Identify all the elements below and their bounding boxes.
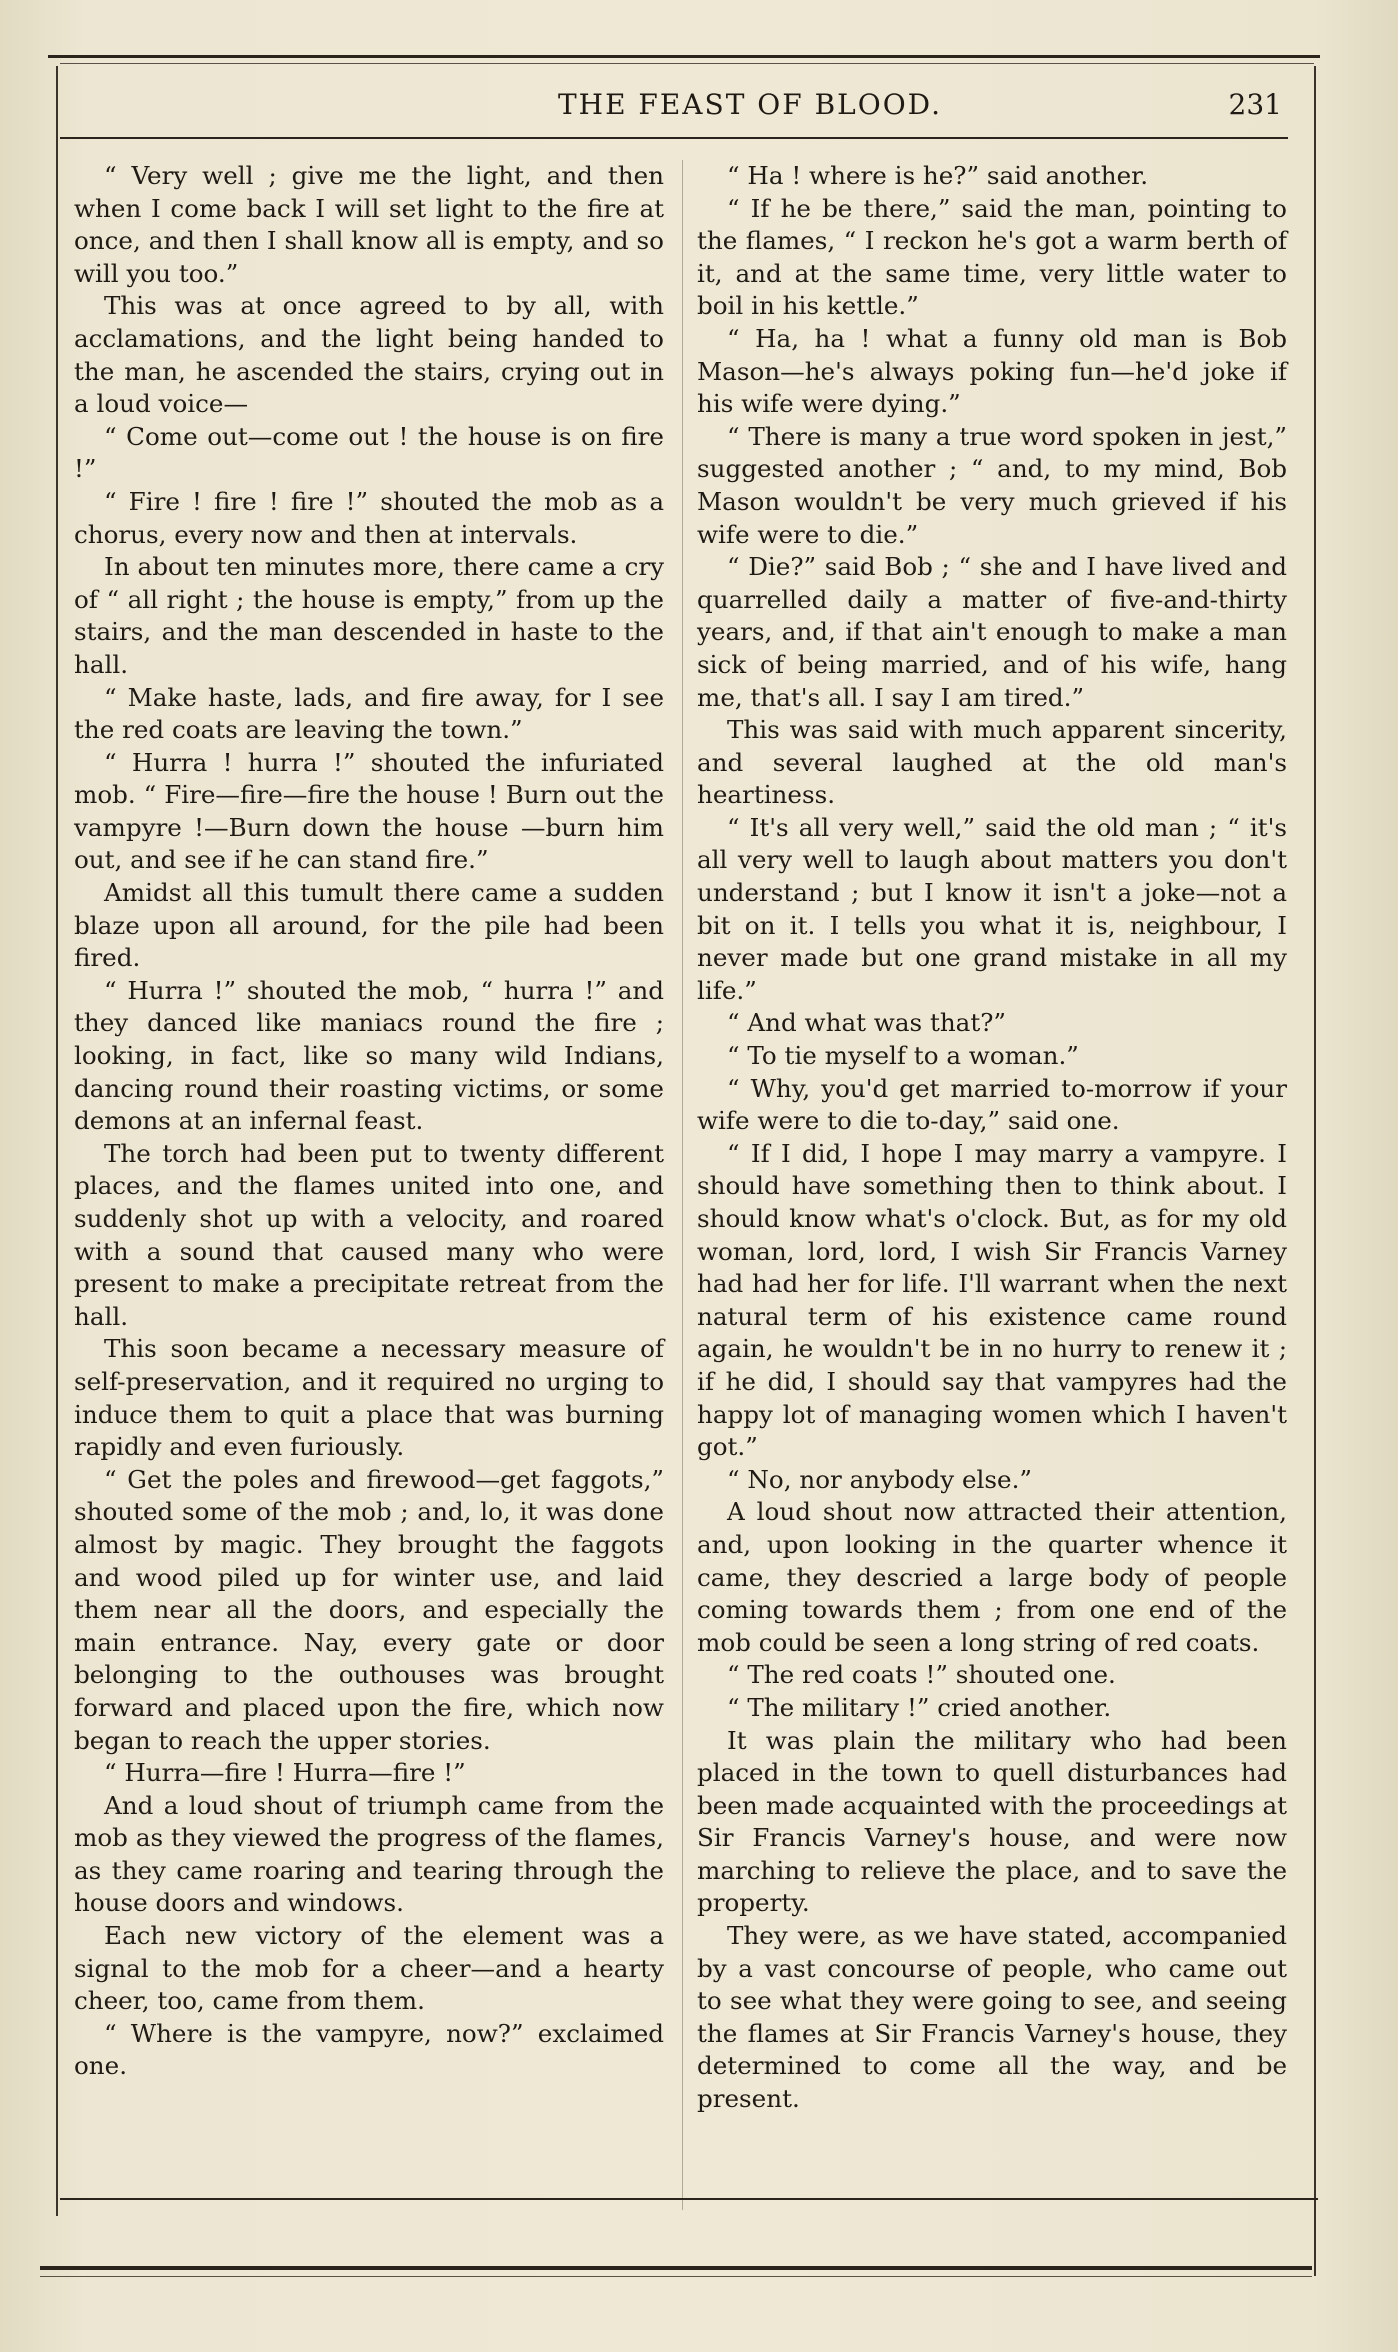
paragraph: “ If I did, I hope I may marry a vampyre. I should have something then to think about. I should know what's o'clock. But, as for my old woman, lord, lord, I wish Sir Francis Varney had had her for life. I'll warrant when the next natural term of his existence came round again, he wouldn't be in no hurry to renew it ; if he did, I should say that vampyres had the happy lot of managing women which I haven't got.” [697,1138,1287,1462]
paragraph: Each new victory of the element was a signal to the mob for a cheer—and a hearty cheer, too, came from them. [74,1921,664,2016]
header-rule [60,137,1288,139]
paragraph: This soon became a necessary measure of self-preservation, and it required no urging to induce them to quit a place that was burning rapidly and even furiously. [74,1334,664,1462]
right-border-line [1314,66,1316,2276]
paragraph: “ Ha ! where is he?” said another. [727,161,1149,190]
paragraph: “ The red coats !” shouted one. [727,1660,1116,1690]
paragraph: Amidst all this tumult there came a sudden blaze upon all around, for the pile had been fired. [74,878,664,973]
paragraph: “ Come out—come out ! the house is on fire !” [74,421,664,484]
paragraph: “ Ha, ha ! what a funny old man is Bob Mason—he's always poking fun—he'd joke if his wife were dying.” [697,323,1287,419]
paragraph: “ Make haste, lads, and fire away, for I see the red coats are leaving the town.” [74,682,664,745]
left-text-column [74,160,664,2200]
paragraph: “ To tie myself to a woman.” [727,1041,1079,1071]
paragraph: “ If he be there,” said the man, pointing to the flames, “ I reckon he's got a warm berth of it, and at the same time, very little water to boil in his kettle.” [697,193,1287,321]
paragraph: “ There is many a true word spoken in jest,” suggested another ; “ and, to my mind, Bob Mason wouldn't be very much grieved if his wife were to die.” [697,421,1287,549]
paragraph: “ It's all very well,” said the old man ; “ it's all very well to laugh about matters you don't understand ; but I know it isn't a joke—not a bit on it. I tells you what it is, neighbour, I never made but one grand mistake in all my life.” [697,812,1287,1005]
paragraph: This was said with much apparent sincerity, and several laughed at the old man's heartiness. [697,715,1287,810]
paragraph: The torch had been put to twenty different places, and the flames united into one, and suddenly shot up with a velocity, and roared with a sound that caused many who were present to make a precipitate retreat from the hall. [74,1138,664,1331]
paragraph: And a loud shout of triumph came from the mob as they viewed the progress of the flames, as they came roaring and tearing through the house doors and windows. [74,1790,664,1918]
top-border-hairline [60,63,1314,64]
paragraph: “ Very well ; give me the light, and then when I come back I will set light to the fire at once, and then I shall know all is empty, and so will you too.” [74,161,664,288]
bottom-thick-rule [40,2266,1312,2270]
left-border-line [56,66,58,2216]
bottom-border-rule [60,2198,1318,2200]
page-header [70,88,1288,128]
paragraph: “ Where is the vampyre, now?” exclaimed one. [74,2018,664,2081]
page-number: 231 [1228,88,1282,121]
paragraph: “ The military !” cried another. [727,1692,1112,1722]
paragraph: It was plain the military who had been placed in the town to quell disturbances had been made acquainted with the proceedings at Sir Francis Varney's house, and were now marching to relieve the place, and to save the property. [697,1725,1287,1918]
top-border-rule [48,55,1320,58]
paragraph: “ No, nor anybody else.” [727,1464,1032,1494]
paragraph: “ Why, you'd get married to-morrow if your wife were to die to-day,” said one. [697,1073,1287,1136]
paragraph: They were, as we have stated, accompanied by a vast concourse of people, who came out to see what they were going to see, and seeing the flames at Sir Francis Varney's house, they determined to come all the way, and be present. [697,1921,1287,2114]
paragraph: A loud shout now attracted their attention, and, upon looking in the quarter whence it came, they descried a large body of people coming towards them ; from one end of the mob could be seen a long string of red coats. [697,1497,1287,1657]
right-text-column [697,160,1287,2200]
paragraph: “ Hurra—fire ! Hurra—fire !” [104,1758,466,1788]
bottom-hairline [40,2276,1312,2277]
paragraph: “ Get the poles and firewood—get faggots,” shouted some of the mob ; and, lo, it was done almost by magic. They brought the faggots and wood piled up for winter use, and laid them near all the doors, and especially the main entrance. Nay, every gate or door belonging to the outhouses was brought forward and placed upon the fire, which now began to reach the upper stories. [74,1464,664,1755]
paragraph: “ Hurra ! hurra !” shouted the infuriated mob. “ Fire—fire—fire the house ! Burn out the vampyre !—Burn down the house —burn him out, and see if he can stand fire.” [74,747,664,875]
paragraph: “ And what was that?” [727,1008,1006,1038]
paragraph: This was at once agreed to by all, with acclamations, and the light being handed to the man, he ascended the stairs, crying out in a loud voice— [74,291,664,419]
running-title: THE FEAST OF BLOOD. [558,88,942,121]
paragraph: “ Die?” said Bob ; “ she and I have lived and quarrelled daily a matter of five-and-thirty years, and, if that ain't enough to make a man sick of being married, and of his wife, hang me, that's all. I say I am tired.” [697,552,1287,712]
paragraph: In about ten minutes more, there came a cry of “ all right ; the house is empty,” from up the stairs, and the man descended in haste to the hall. [74,552,664,679]
paragraph: “ Fire ! fire ! fire !” shouted the mob as a chorus, every now and then at intervals. [74,486,664,549]
column-divider [682,160,683,2210]
paragraph: “ Hurra !” shouted the mob, “ hurra !” and they danced like maniacs round the fire ; looking, in fact, like so many wild Indians, dancing round their roasting victims, or some demons at an infernal feast. [74,975,664,1136]
